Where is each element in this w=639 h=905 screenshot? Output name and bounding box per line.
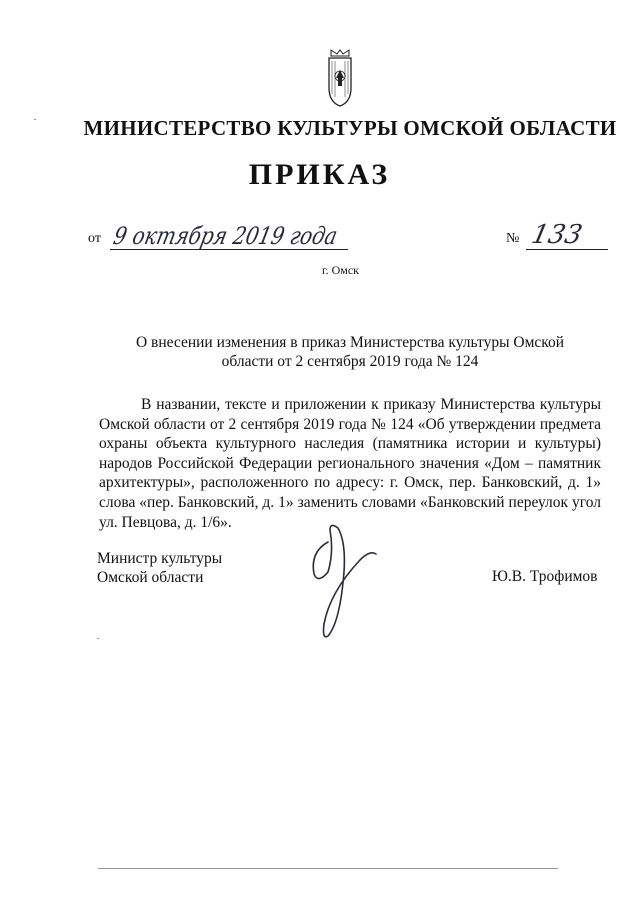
subject-line-2: области от 2 сентября 2019 года № 124 (221, 353, 479, 370)
city-label: г. Омск (322, 263, 359, 277)
body-paragraph: В названии, тексте и приложении к приказу Министерства культуры Омской области от 2 сентября 2019 года № 124 «Об утверждении предмета охраны объекта культурного наследия (памятника истории и культуры) народов Российской Федерации регионального значения «Дом – памятник архитектуры», расположенного по адресу: г. Омск, пер. Банковский, д. 1» слова «пер. Банковский, д. 1» заменить словами «Банковский переулок угол ул. Певцова, д. 1/6». (99, 396, 601, 531)
subject-line-1: О внесении изменения в приказ Министерства культуры Омской (135, 334, 565, 351)
signatory-position (97, 549, 222, 587)
position-line-1: Министр культуры (97, 550, 223, 567)
handwritten-order-number: 133 (528, 220, 585, 250)
date-prefix-label: от (88, 231, 101, 246)
scan-speck (34, 119, 36, 120)
signatory-name: Ю.В. Трофимов (492, 568, 598, 585)
ministry-name: МИНИСТЕРСТВО КУЛЬТУРЫ ОМСКОЙ ОБЛАСТИ (83, 116, 617, 140)
handwritten-signature (300, 512, 400, 642)
date-number-row (88, 222, 608, 252)
position-line-2: Омской области (97, 569, 204, 586)
order-subject (110, 333, 590, 371)
footer-divider (98, 868, 558, 869)
handwritten-date: 9 октября 2019 года (111, 222, 340, 250)
document-type-title: ПРИКАЗ (248, 158, 391, 191)
scan-speck (97, 638, 99, 639)
number-prefix-label: № (506, 231, 520, 246)
coat-of-arms-emblem (327, 48, 353, 108)
